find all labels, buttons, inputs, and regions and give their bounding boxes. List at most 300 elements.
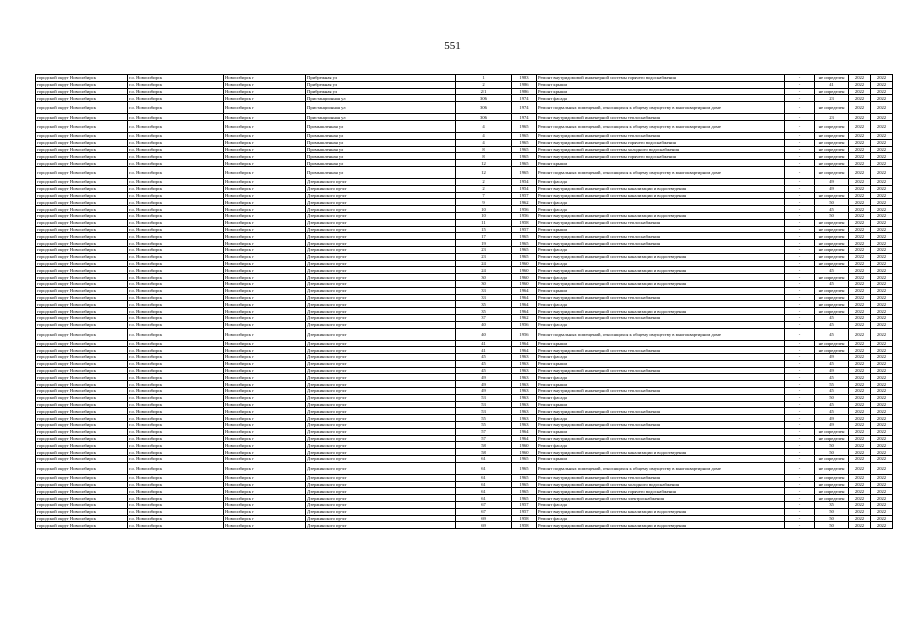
- municipality-cell: городской округ Новосибирск: [36, 267, 128, 274]
- year-start-cell: 2022: [849, 321, 871, 328]
- work-type-cell: Ремонт внутридомовой инженерной системы теплоснабжения: [537, 388, 785, 395]
- year-start-cell: 2022: [849, 522, 871, 529]
- dash-cell: -: [785, 240, 815, 247]
- street-cell: Дзержинского пр-кт: [306, 274, 456, 281]
- dash-cell: -: [785, 185, 815, 192]
- year-end-cell: 2022: [871, 367, 893, 374]
- year-end-cell: 2022: [871, 456, 893, 463]
- street-cell: Дзержинского пр-кт: [306, 253, 456, 260]
- table-row: [36, 442, 893, 449]
- street-cell: Дзержинского пр-кт: [306, 401, 456, 408]
- year-end-cell: 2022: [871, 354, 893, 361]
- work-type-cell: Ремонт внутридомовой инженерной системы канализации и водоотведения: [537, 192, 785, 199]
- settlement-cell: г.о. Новосибирск: [128, 301, 224, 308]
- year-start-cell: 2022: [849, 502, 871, 509]
- house-number-cell: 45: [456, 360, 512, 367]
- settlement-cell: г.о. Новосибирск: [128, 88, 224, 95]
- street-cell: Дзержинского пр-кт: [306, 456, 456, 463]
- build-year-cell: 1965: [512, 240, 537, 247]
- municipality-cell: городской округ Новосибирск: [36, 212, 128, 219]
- table-row: [36, 415, 893, 422]
- year-start-cell: 2022: [849, 408, 871, 415]
- street-cell: Дзержинского пр-кт: [306, 328, 456, 340]
- build-year-cell: 1963: [512, 401, 537, 408]
- dash-cell: -: [785, 428, 815, 435]
- house-number-cell: 41: [456, 347, 512, 354]
- house-number-cell: 33: [456, 294, 512, 301]
- settlement-cell: г.о. Новосибирск: [128, 481, 224, 488]
- street-cell: Дзержинского пр-кт: [306, 267, 456, 274]
- work-type-cell: Ремонт подвальных помещений, относящихся к общему имуществу в многоквартирном доме: [537, 462, 785, 474]
- build-year-cell: 1963: [512, 415, 537, 422]
- value-cell: не определен: [815, 88, 849, 95]
- table-row: [36, 192, 893, 199]
- year-end-cell: 2022: [871, 166, 893, 178]
- municipality-cell: городской округ Новосибирск: [36, 260, 128, 267]
- year-end-cell: 2022: [871, 88, 893, 95]
- locality-cell: Новосибирск г: [224, 367, 306, 374]
- value-cell: 50: [815, 449, 849, 456]
- value-cell: не определен: [815, 233, 849, 240]
- municipality-cell: городской округ Новосибирск: [36, 408, 128, 415]
- street-cell: Дзержинского пр-кт: [306, 301, 456, 308]
- municipality-cell: городской округ Новосибирск: [36, 374, 128, 381]
- settlement-cell: г.о. Новосибирск: [128, 246, 224, 253]
- dash-cell: -: [785, 388, 815, 395]
- build-year-cell: 1974: [512, 102, 537, 114]
- value-cell: не определен: [815, 120, 849, 132]
- house-number-cell: 306: [456, 102, 512, 114]
- year-start-cell: 2022: [849, 260, 871, 267]
- build-year-cell: 1965: [512, 120, 537, 132]
- locality-cell: Новосибирск г: [224, 246, 306, 253]
- build-year-cell: 1965: [512, 462, 537, 474]
- table-row: [36, 114, 893, 121]
- build-year-cell: 1965: [512, 139, 537, 146]
- year-start-cell: 2022: [849, 388, 871, 395]
- locality-cell: Новосибирск г: [224, 185, 306, 192]
- work-type-cell: Ремонт подвальных помещений, относящихся к общему имуществу в многоквартирном доме: [537, 102, 785, 114]
- dash-cell: -: [785, 360, 815, 367]
- municipality-cell: городской округ Новосибирск: [36, 199, 128, 206]
- year-start-cell: 2022: [849, 314, 871, 321]
- work-type-cell: Ремонт фасада: [537, 301, 785, 308]
- build-year-cell: 1954: [512, 178, 537, 185]
- table-row: [36, 199, 893, 206]
- year-start-cell: 2022: [849, 508, 871, 515]
- build-year-cell: 1958: [512, 219, 537, 226]
- year-end-cell: 2022: [871, 192, 893, 199]
- street-cell: Дзержинского пр-кт: [306, 435, 456, 442]
- value-cell: 49: [815, 367, 849, 374]
- street-cell: Промышленная ул: [306, 153, 456, 160]
- year-end-cell: 2022: [871, 314, 893, 321]
- street-cell: Дзержинского пр-кт: [306, 422, 456, 429]
- build-year-cell: 1964: [512, 435, 537, 442]
- house-number-cell: 49: [456, 388, 512, 395]
- build-year-cell: 1965: [512, 456, 537, 463]
- street-cell: Дзержинского пр-кт: [306, 462, 456, 474]
- value-cell: 45: [815, 206, 849, 213]
- year-end-cell: 2022: [871, 522, 893, 529]
- build-year-cell: 1964: [512, 294, 537, 301]
- value-cell: 50: [815, 508, 849, 515]
- value-cell: не определен: [815, 474, 849, 481]
- house-number-cell: 45: [456, 354, 512, 361]
- settlement-cell: г.о. Новосибирск: [128, 139, 224, 146]
- dash-cell: -: [785, 408, 815, 415]
- street-cell: Дзержинского пр-кт: [306, 481, 456, 488]
- municipality-cell: городской округ Новосибирск: [36, 75, 128, 82]
- locality-cell: Новосибирск г: [224, 114, 306, 121]
- locality-cell: Новосибирск г: [224, 260, 306, 267]
- build-year-cell: 1962: [512, 199, 537, 206]
- year-end-cell: 2022: [871, 95, 893, 102]
- house-number-cell: 15: [456, 226, 512, 233]
- street-cell: Дзержинского пр-кт: [306, 408, 456, 415]
- build-year-cell: 1960: [512, 267, 537, 274]
- year-end-cell: 2022: [871, 120, 893, 132]
- table-row: [36, 178, 893, 185]
- locality-cell: Новосибирск г: [224, 481, 306, 488]
- municipality-cell: городской округ Новосибирск: [36, 88, 128, 95]
- locality-cell: Новосибирск г: [224, 240, 306, 247]
- table-row: [36, 428, 893, 435]
- municipality-cell: городской округ Новосибирск: [36, 132, 128, 139]
- build-year-cell: 1963: [512, 422, 537, 429]
- street-cell: Дзержинского пр-кт: [306, 246, 456, 253]
- municipality-cell: городской округ Новосибирск: [36, 321, 128, 328]
- settlement-cell: г.о. Новосибирск: [128, 314, 224, 321]
- locality-cell: Новосибирск г: [224, 178, 306, 185]
- settlement-cell: г.о. Новосибирск: [128, 160, 224, 167]
- year-start-cell: 2022: [849, 146, 871, 153]
- work-type-cell: Ремонт внутридомовой инженерной системы теплоснабжения: [537, 132, 785, 139]
- house-number-cell: 53: [456, 401, 512, 408]
- settlement-cell: г.о. Новосибирск: [128, 354, 224, 361]
- house-number-cell: 2: [456, 185, 512, 192]
- year-start-cell: 2022: [849, 75, 871, 82]
- year-start-cell: 2022: [849, 233, 871, 240]
- settlement-cell: г.о. Новосибирск: [128, 508, 224, 515]
- settlement-cell: г.о. Новосибирск: [128, 219, 224, 226]
- municipality-cell: городской округ Новосибирск: [36, 139, 128, 146]
- year-end-cell: 2022: [871, 495, 893, 502]
- work-type-cell: Ремонт внутридомовой инженерной системы теплоснабжения: [537, 367, 785, 374]
- municipality-cell: городской округ Новосибирск: [36, 401, 128, 408]
- year-end-cell: 2022: [871, 321, 893, 328]
- value-cell: не определен: [815, 246, 849, 253]
- house-number-cell: 61: [456, 488, 512, 495]
- build-year-cell: 1965: [512, 153, 537, 160]
- street-cell: Дзержинского пр-кт: [306, 314, 456, 321]
- street-cell: Дзержинского пр-кт: [306, 340, 456, 347]
- table-row: [36, 449, 893, 456]
- work-type-cell: Ремонт крыши: [537, 226, 785, 233]
- build-year-cell: 1957: [512, 226, 537, 233]
- municipality-cell: городской округ Новосибирск: [36, 308, 128, 315]
- build-year-cell: 1960: [512, 260, 537, 267]
- value-cell: 45: [815, 388, 849, 395]
- street-cell: Дзержинского пр-кт: [306, 415, 456, 422]
- street-cell: Дзержинского пр-кт: [306, 394, 456, 401]
- value-cell: 49: [815, 354, 849, 361]
- work-type-cell: Ремонт внутридомовой инженерной системы теплоснабжения: [537, 294, 785, 301]
- year-start-cell: 2022: [849, 381, 871, 388]
- dash-cell: -: [785, 280, 815, 287]
- dash-cell: -: [785, 132, 815, 139]
- municipality-cell: городской округ Новосибирск: [36, 294, 128, 301]
- work-type-cell: Ремонт внутридомовой инженерной системы теплоснабжения: [537, 435, 785, 442]
- municipality-cell: городской округ Новосибирск: [36, 381, 128, 388]
- table-row: [36, 75, 893, 82]
- dash-cell: -: [785, 192, 815, 199]
- work-type-cell: Ремонт крыши: [537, 360, 785, 367]
- street-cell: Дзержинского пр-кт: [306, 321, 456, 328]
- year-start-cell: 2022: [849, 212, 871, 219]
- year-start-cell: 2022: [849, 274, 871, 281]
- municipality-cell: городской округ Новосибирск: [36, 481, 128, 488]
- work-type-cell: Ремонт внутридомовой инженерной системы теплоснабжения: [537, 408, 785, 415]
- dash-cell: -: [785, 456, 815, 463]
- work-type-cell: Ремонт фасада: [537, 374, 785, 381]
- locality-cell: Новосибирск г: [224, 321, 306, 328]
- municipality-cell: городской округ Новосибирск: [36, 367, 128, 374]
- house-number-cell: 1: [456, 75, 512, 82]
- build-year-cell: 1963: [512, 360, 537, 367]
- table-row: [36, 246, 893, 253]
- work-type-cell: Ремонт внутридомовой инженерной системы горячего водоснабжения: [537, 139, 785, 146]
- settlement-cell: г.о. Новосибирск: [128, 435, 224, 442]
- house-number-cell: 45: [456, 367, 512, 374]
- table-row: [36, 435, 893, 442]
- work-type-cell: Ремонт внутридомовой инженерной системы канализации и водоотведения: [537, 449, 785, 456]
- year-end-cell: 2022: [871, 219, 893, 226]
- street-cell: Промышленная ул: [306, 146, 456, 153]
- dash-cell: -: [785, 146, 815, 153]
- locality-cell: Новосибирск г: [224, 212, 306, 219]
- house-number-cell: 37: [456, 314, 512, 321]
- settlement-cell: г.о. Новосибирск: [128, 253, 224, 260]
- work-type-cell: Ремонт крыши: [537, 160, 785, 167]
- build-year-cell: 1965: [512, 253, 537, 260]
- municipality-cell: городской округ Новосибирск: [36, 102, 128, 114]
- value-cell: 50: [815, 522, 849, 529]
- work-type-cell: Ремонт внутридомовой инженерной системы электроснабжения: [537, 495, 785, 502]
- build-year-cell: 1974: [512, 95, 537, 102]
- house-number-cell: 40: [456, 321, 512, 328]
- street-cell: Дзержинского пр-кт: [306, 308, 456, 315]
- year-start-cell: 2022: [849, 114, 871, 121]
- table-row: [36, 260, 893, 267]
- dash-cell: -: [785, 81, 815, 88]
- year-end-cell: 2022: [871, 428, 893, 435]
- municipality-cell: городской округ Новосибирск: [36, 274, 128, 281]
- house-number-cell: 10: [456, 206, 512, 213]
- house-number-cell: 30: [456, 274, 512, 281]
- work-type-cell: Ремонт фасада: [537, 178, 785, 185]
- build-year-cell: 1963: [512, 408, 537, 415]
- dash-cell: -: [785, 314, 815, 321]
- year-end-cell: 2022: [871, 153, 893, 160]
- municipality-cell: городской округ Новосибирск: [36, 240, 128, 247]
- year-end-cell: 2022: [871, 132, 893, 139]
- dash-cell: -: [785, 449, 815, 456]
- year-end-cell: 2022: [871, 199, 893, 206]
- street-cell: Прибрежная ул: [306, 75, 456, 82]
- house-number-cell: 17: [456, 233, 512, 240]
- table-row: [36, 280, 893, 287]
- value-cell: не определен: [815, 287, 849, 294]
- house-number-cell: 2/1: [456, 88, 512, 95]
- build-year-cell: 1960: [512, 274, 537, 281]
- locality-cell: Новосибирск г: [224, 408, 306, 415]
- municipality-cell: городской округ Новосибирск: [36, 347, 128, 354]
- street-cell: Дзержинского пр-кт: [306, 178, 456, 185]
- dash-cell: -: [785, 435, 815, 442]
- locality-cell: Новосибирск г: [224, 435, 306, 442]
- municipality-cell: городской округ Новосибирск: [36, 219, 128, 226]
- build-year-cell: 1965: [512, 233, 537, 240]
- street-cell: Дзержинского пр-кт: [306, 502, 456, 509]
- municipality-cell: городской округ Новосибирск: [36, 233, 128, 240]
- table-row: [36, 95, 893, 102]
- settlement-cell: г.о. Новосибирск: [128, 515, 224, 522]
- work-type-cell: Ремонт подвальных помещений, относящихся к общему имуществу в многоквартирном доме: [537, 120, 785, 132]
- dash-cell: -: [785, 394, 815, 401]
- dash-cell: -: [785, 381, 815, 388]
- year-start-cell: 2022: [849, 246, 871, 253]
- house-number-cell: 10: [456, 212, 512, 219]
- settlement-cell: г.о. Новосибирск: [128, 502, 224, 509]
- dash-cell: -: [785, 120, 815, 132]
- settlement-cell: г.о. Новосибирск: [128, 408, 224, 415]
- settlement-cell: г.о. Новосибирск: [128, 75, 224, 82]
- house-number-cell: 306: [456, 95, 512, 102]
- value-cell: 49: [815, 415, 849, 422]
- year-start-cell: 2022: [849, 153, 871, 160]
- build-year-cell: 1956: [512, 206, 537, 213]
- value-cell: 23: [815, 114, 849, 121]
- street-cell: Дзержинского пр-кт: [306, 199, 456, 206]
- dash-cell: -: [785, 95, 815, 102]
- work-type-cell: Ремонт подвальных помещений, относящихся к общему имуществу в многоквартирном доме: [537, 166, 785, 178]
- settlement-cell: г.о. Новосибирск: [128, 428, 224, 435]
- year-start-cell: 2022: [849, 360, 871, 367]
- value-cell: 50: [815, 212, 849, 219]
- value-cell: 45: [815, 280, 849, 287]
- dash-cell: -: [785, 166, 815, 178]
- year-end-cell: 2022: [871, 360, 893, 367]
- work-type-cell: Ремонт крыши: [537, 401, 785, 408]
- work-type-cell: Ремонт фасада: [537, 274, 785, 281]
- work-type-cell: Ремонт крыши: [537, 81, 785, 88]
- street-cell: Дзержинского пр-кт: [306, 449, 456, 456]
- locality-cell: Новосибирск г: [224, 206, 306, 213]
- build-year-cell: 1986: [512, 81, 537, 88]
- municipality-cell: городской округ Новосибирск: [36, 508, 128, 515]
- street-cell: Дзержинского пр-кт: [306, 488, 456, 495]
- settlement-cell: г.о. Новосибирск: [128, 415, 224, 422]
- locality-cell: Новосибирск г: [224, 166, 306, 178]
- house-number-cell: 61: [456, 462, 512, 474]
- house-number-cell: 8: [456, 153, 512, 160]
- value-cell: 41: [815, 81, 849, 88]
- value-cell: не определен: [815, 274, 849, 281]
- house-number-cell: 57: [456, 428, 512, 435]
- year-start-cell: 2022: [849, 462, 871, 474]
- build-year-cell: 1964: [512, 308, 537, 315]
- year-start-cell: 2022: [849, 449, 871, 456]
- dash-cell: -: [785, 481, 815, 488]
- year-start-cell: 2022: [849, 206, 871, 213]
- locality-cell: Новосибирск г: [224, 160, 306, 167]
- dash-cell: -: [785, 495, 815, 502]
- build-year-cell: 1965: [512, 246, 537, 253]
- work-type-cell: Ремонт внутридомовой инженерной системы теплоснабжения: [537, 347, 785, 354]
- table-row: [36, 340, 893, 347]
- year-end-cell: 2022: [871, 474, 893, 481]
- table-row: [36, 321, 893, 328]
- house-number-cell: 61: [456, 481, 512, 488]
- house-number-cell: 35: [456, 301, 512, 308]
- table-row: [36, 274, 893, 281]
- dash-cell: -: [785, 226, 815, 233]
- settlement-cell: г.о. Новосибирск: [128, 267, 224, 274]
- settlement-cell: г.о. Новосибирск: [128, 381, 224, 388]
- locality-cell: Новосибирск г: [224, 95, 306, 102]
- municipality-cell: городской округ Новосибирск: [36, 280, 128, 287]
- municipality-cell: городской округ Новосибирск: [36, 253, 128, 260]
- settlement-cell: г.о. Новосибирск: [128, 280, 224, 287]
- locality-cell: Новосибирск г: [224, 139, 306, 146]
- year-end-cell: 2022: [871, 381, 893, 388]
- settlement-cell: г.о. Новосибирск: [128, 422, 224, 429]
- municipality-cell: городской округ Новосибирск: [36, 178, 128, 185]
- build-year-cell: 1986: [512, 88, 537, 95]
- municipality-cell: городской округ Новосибирск: [36, 206, 128, 213]
- work-type-cell: Ремонт внутридомовой инженерной системы канализации и водоотведения: [537, 267, 785, 274]
- street-cell: Дзержинского пр-кт: [306, 442, 456, 449]
- locality-cell: Новосибирск г: [224, 515, 306, 522]
- settlement-cell: г.о. Новосибирск: [128, 287, 224, 294]
- work-type-cell: Ремонт подвальных помещений, относящихся к общему имуществу в многоквартирном доме: [537, 328, 785, 340]
- house-number-cell: 33: [456, 287, 512, 294]
- table-row: [36, 347, 893, 354]
- dash-cell: -: [785, 246, 815, 253]
- house-number-cell: 11: [456, 219, 512, 226]
- house-number-cell: 61: [456, 456, 512, 463]
- municipality-cell: городской округ Новосибирск: [36, 226, 128, 233]
- table-row: [36, 219, 893, 226]
- year-end-cell: 2022: [871, 388, 893, 395]
- settlement-cell: г.о. Новосибирск: [128, 442, 224, 449]
- street-cell: Дзержинского пр-кт: [306, 226, 456, 233]
- year-end-cell: 2022: [871, 508, 893, 515]
- table-row: [36, 502, 893, 509]
- locality-cell: Новосибирск г: [224, 88, 306, 95]
- build-year-cell: 1963: [512, 374, 537, 381]
- house-number-cell: 67: [456, 508, 512, 515]
- house-number-cell: 55: [456, 415, 512, 422]
- dash-cell: -: [785, 102, 815, 114]
- house-number-cell: 30: [456, 280, 512, 287]
- house-number-cell: 4: [456, 120, 512, 132]
- work-type-cell: Ремонт крыши: [537, 456, 785, 463]
- settlement-cell: г.о. Новосибирск: [128, 367, 224, 374]
- settlement-cell: г.о. Новосибирск: [128, 308, 224, 315]
- locality-cell: Новосибирск г: [224, 340, 306, 347]
